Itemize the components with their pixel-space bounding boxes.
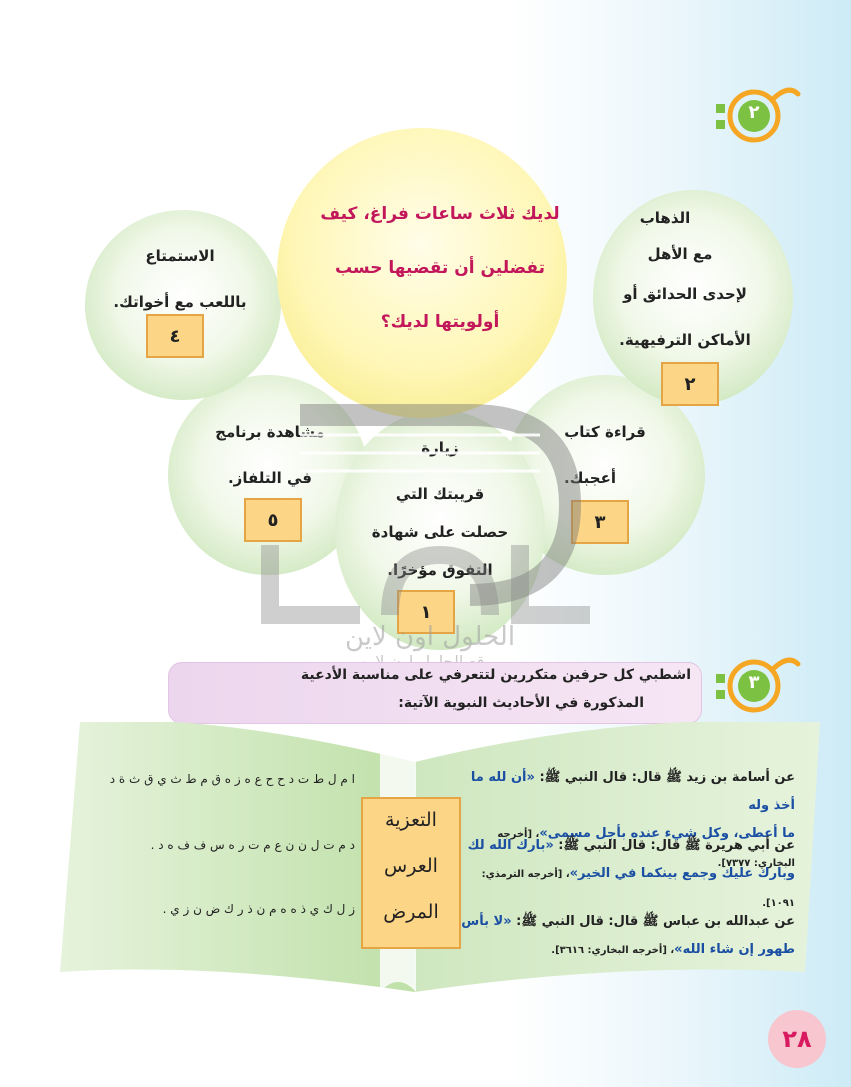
hadith-intro: عن أسامة بن زيد ﷺ قال: قال النبي ﷺ: bbox=[534, 770, 795, 785]
hadith-source: ، [أخرجه البخاري: ٧٣٧٧]. bbox=[497, 829, 795, 869]
rank-box[interactable]: ٤ bbox=[146, 314, 204, 358]
hadith-source: ، [أخرجه البخاري: ٣٦١٦]. bbox=[551, 945, 675, 956]
hadith-quote: «لا بأس bbox=[461, 914, 512, 929]
hadith-3 bbox=[460, 908, 795, 965]
hadith-intro: عن أبي هريرة ﷺ قال: قال النبي ﷺ: bbox=[553, 838, 795, 853]
occasions-box bbox=[361, 797, 461, 949]
occasion-label: التعزية bbox=[385, 809, 437, 831]
rank-box[interactable]: ١ bbox=[397, 590, 455, 634]
hadith-quote: «أن لله ما أخذ وله bbox=[470, 770, 795, 813]
option-line: التفوق مؤخرًا. bbox=[387, 561, 493, 579]
question-line: أولويتها لديك؟ bbox=[380, 312, 500, 332]
section-2-number: ٢ bbox=[748, 102, 760, 123]
rank-box[interactable]: ٥ bbox=[244, 498, 302, 542]
option-line: الأماكن الترفيهية. bbox=[619, 331, 751, 349]
option-line: أعجبك. bbox=[564, 469, 616, 487]
option-line: الذهاب bbox=[639, 209, 691, 227]
occasion-label: المرض bbox=[383, 901, 439, 923]
hadith-quote: «بارك الله لك bbox=[467, 838, 554, 853]
rank-box[interactable]: ٢ bbox=[661, 362, 719, 406]
hadith-intro: عن عبدالله بن عباس ﷺ قال: قال النبي ﷺ: bbox=[511, 914, 795, 929]
option-line: حصلت على شهادة bbox=[371, 523, 509, 541]
instruction-line: اشطبي كل حرفين متكررين لتتعرفي على مناسبة الأدعية bbox=[300, 667, 691, 683]
hadith-quote: ما أعطى، وكل شيء عنده بأجل مسمى» bbox=[539, 826, 795, 841]
instruction-line: المذكورة في الأحاديث النبوية الآتية: bbox=[398, 695, 644, 711]
occasion-label: العرس bbox=[384, 855, 438, 877]
option-line: قراءة كتاب bbox=[564, 423, 646, 441]
hadith-source: ، [أخرجه الترمذي: ١٠٩١]. bbox=[481, 869, 795, 909]
hadith-2 bbox=[460, 832, 795, 918]
option-line: زيارة bbox=[421, 439, 459, 457]
option-line: باللعب مع أخواتك. bbox=[113, 293, 247, 311]
section-2-badge-icon bbox=[708, 78, 804, 158]
option-line: في التلفاز. bbox=[227, 469, 312, 487]
question-line: تفضلين أن تقضيها حسب bbox=[334, 258, 546, 278]
option-line: الاستمتاع bbox=[145, 247, 215, 265]
option-line: لإحدى الحدائق أو bbox=[623, 285, 747, 303]
page-number-badge bbox=[768, 1010, 826, 1068]
letter-row[interactable]: ز ل ك ي ذ ه ه م ن ذ ر ك ض ن ز ي . bbox=[162, 902, 355, 916]
option-line: مع الأهل bbox=[647, 245, 713, 263]
section-3-badge-icon bbox=[708, 648, 804, 728]
page-number: ٢٨ bbox=[782, 1025, 812, 1053]
rank-box[interactable]: ٣ bbox=[571, 500, 629, 544]
section-3-number: ٣ bbox=[748, 672, 760, 693]
instruction-banner bbox=[168, 662, 702, 724]
watermark-line-1: الحلول اون لاين bbox=[344, 622, 516, 652]
hadith-quote: وبارك عليك وجمع بينكما في الخير» bbox=[569, 866, 795, 881]
option-line: قريبتك التي bbox=[395, 485, 485, 503]
question-line: لديك ثلاث ساعات فراغ، كيف bbox=[320, 204, 560, 224]
letter-row[interactable]: ا م ل ط ت د ح ح ع ه ز ه ق م ط ث ي ق ث ة د bbox=[109, 772, 355, 786]
hadith-quote: طهور إن شاء الله» bbox=[674, 942, 795, 957]
option-line: مشاهدة برنامج bbox=[215, 423, 325, 441]
letter-row[interactable]: د م ت ل ن ن ع م ت ر ه س ف ف ه د . bbox=[150, 838, 355, 852]
